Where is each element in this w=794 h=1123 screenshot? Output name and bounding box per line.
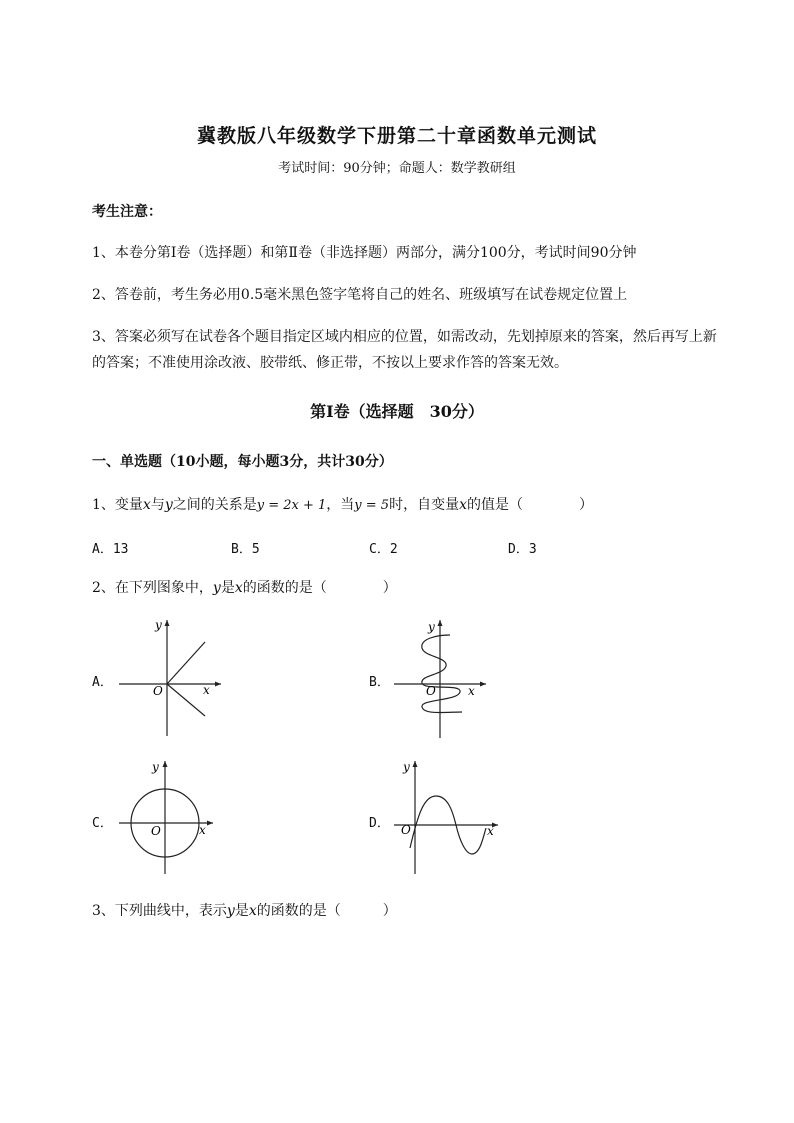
graph-b [390, 615, 500, 740]
q1-suffix: 的值是（ ） [466, 497, 593, 513]
q1-mid4: 时，自变量 [389, 497, 460, 513]
graph-c [115, 756, 225, 881]
graph-d [390, 756, 505, 881]
q2-suffix: 的函数的是（ ） [242, 580, 397, 596]
q3-prefix: 3、下列曲线中，表示 [92, 903, 227, 919]
q1-var-x: x [142, 497, 151, 513]
graph-b-y-label: y [428, 620, 435, 634]
graph-a-y-label: y [155, 618, 162, 632]
graph-c-y-arrow [163, 761, 168, 767]
graph-d-y-label: y [403, 760, 410, 774]
part-heading: 一、单选题（10小题，每小题3分，共计30分） [92, 454, 393, 470]
graph-c-y-label: y [152, 760, 159, 774]
graph-a-y-arrow [165, 620, 170, 626]
question-2 [92, 577, 397, 597]
q2-var-y: y [212, 580, 221, 596]
q2-var-x: x [234, 580, 243, 596]
question-1 [92, 494, 593, 514]
q3-suffix: 的函数的是（ ） [256, 903, 397, 919]
q1-option-c[interactable]: C．2 [369, 542, 398, 557]
graph-a-label[interactable]: A． [92, 675, 113, 690]
graph-a-upper-ray [167, 642, 205, 684]
q1-mid3: ，当 [326, 497, 355, 513]
q1-option-d[interactable]: D．3 [508, 542, 537, 557]
graph-a-origin-label: O [153, 684, 163, 698]
note-item-3-continued: 的答案；不准使用涂改液、胶带纸、修正带，不按以上要求作答的答案无效。 [92, 355, 568, 371]
graph-a-lower-ray [167, 684, 205, 716]
graph-a-x-arrow [215, 682, 221, 687]
graph-c-label[interactable]: C． [92, 816, 113, 831]
graph-d-y-arrow [413, 761, 418, 767]
graph-b-y-arrow [438, 620, 443, 626]
graph-a-x-label: x [203, 683, 210, 697]
q2-prefix: 2、在下列图象中， [92, 580, 213, 596]
q1-mid1: 与 [150, 497, 165, 513]
question-3 [92, 900, 397, 920]
q3-var-x: x [248, 903, 257, 919]
note-item-1: 1、本卷分第Ⅰ卷（选择题）和第Ⅱ卷（非选择题）两部分，满分100分，考试时间90分钟 [92, 245, 637, 261]
graph-b-label[interactable]: B． [369, 675, 390, 690]
section-title: 第Ⅰ卷（选择题 30分） [310, 402, 484, 421]
graph-b-origin-label: O [426, 684, 436, 698]
notes-heading: 考生注意： [92, 204, 162, 220]
graph-b-x-label: x [468, 684, 475, 698]
graph-d-label[interactable]: D． [369, 816, 390, 831]
graph-b-x-arrow [480, 682, 486, 687]
q3-mid: 是 [234, 903, 249, 919]
q1-option-a[interactable]: A．13 [92, 542, 129, 557]
q1-var-x2: x [459, 497, 467, 513]
q3-var-y: y [226, 903, 235, 919]
graph-b-curve [422, 635, 462, 713]
q1-var-y: y [164, 497, 173, 513]
q1-equation: y = 2x + 1 [256, 498, 327, 513]
page-title: 冀教版八年级数学下册第二十章函数单元测试 [196, 125, 597, 147]
note-item-3: 3、答案必须写在试卷各个题目指定区域内相应的位置，如需改动，先划掉原来的答案，然后再写上新 [92, 329, 717, 345]
exam-info: 考试时间：90分钟；命题人：数学教研组 [278, 161, 516, 176]
note-item-2: 2、答卷前，考生务必用0.5毫米黑色签字笔将自己的姓名、班级填写在试卷规定位置上 [92, 287, 628, 303]
q1-prefix: 1、变量 [92, 497, 143, 513]
q1-mid2: 之间的关系是 [172, 497, 257, 513]
graph-a [115, 615, 225, 740]
graph-d-origin-label: O [401, 823, 411, 837]
graph-d-x-label: x [487, 824, 494, 838]
graph-c-x-label: x [199, 823, 206, 837]
graph-c-x-arrow [207, 821, 213, 826]
q2-mid: 是 [220, 580, 235, 596]
graph-c-origin-label: O [151, 824, 161, 838]
q1-condition: y = 5 [354, 498, 390, 513]
q1-option-b[interactable]: B．5 [231, 542, 260, 557]
